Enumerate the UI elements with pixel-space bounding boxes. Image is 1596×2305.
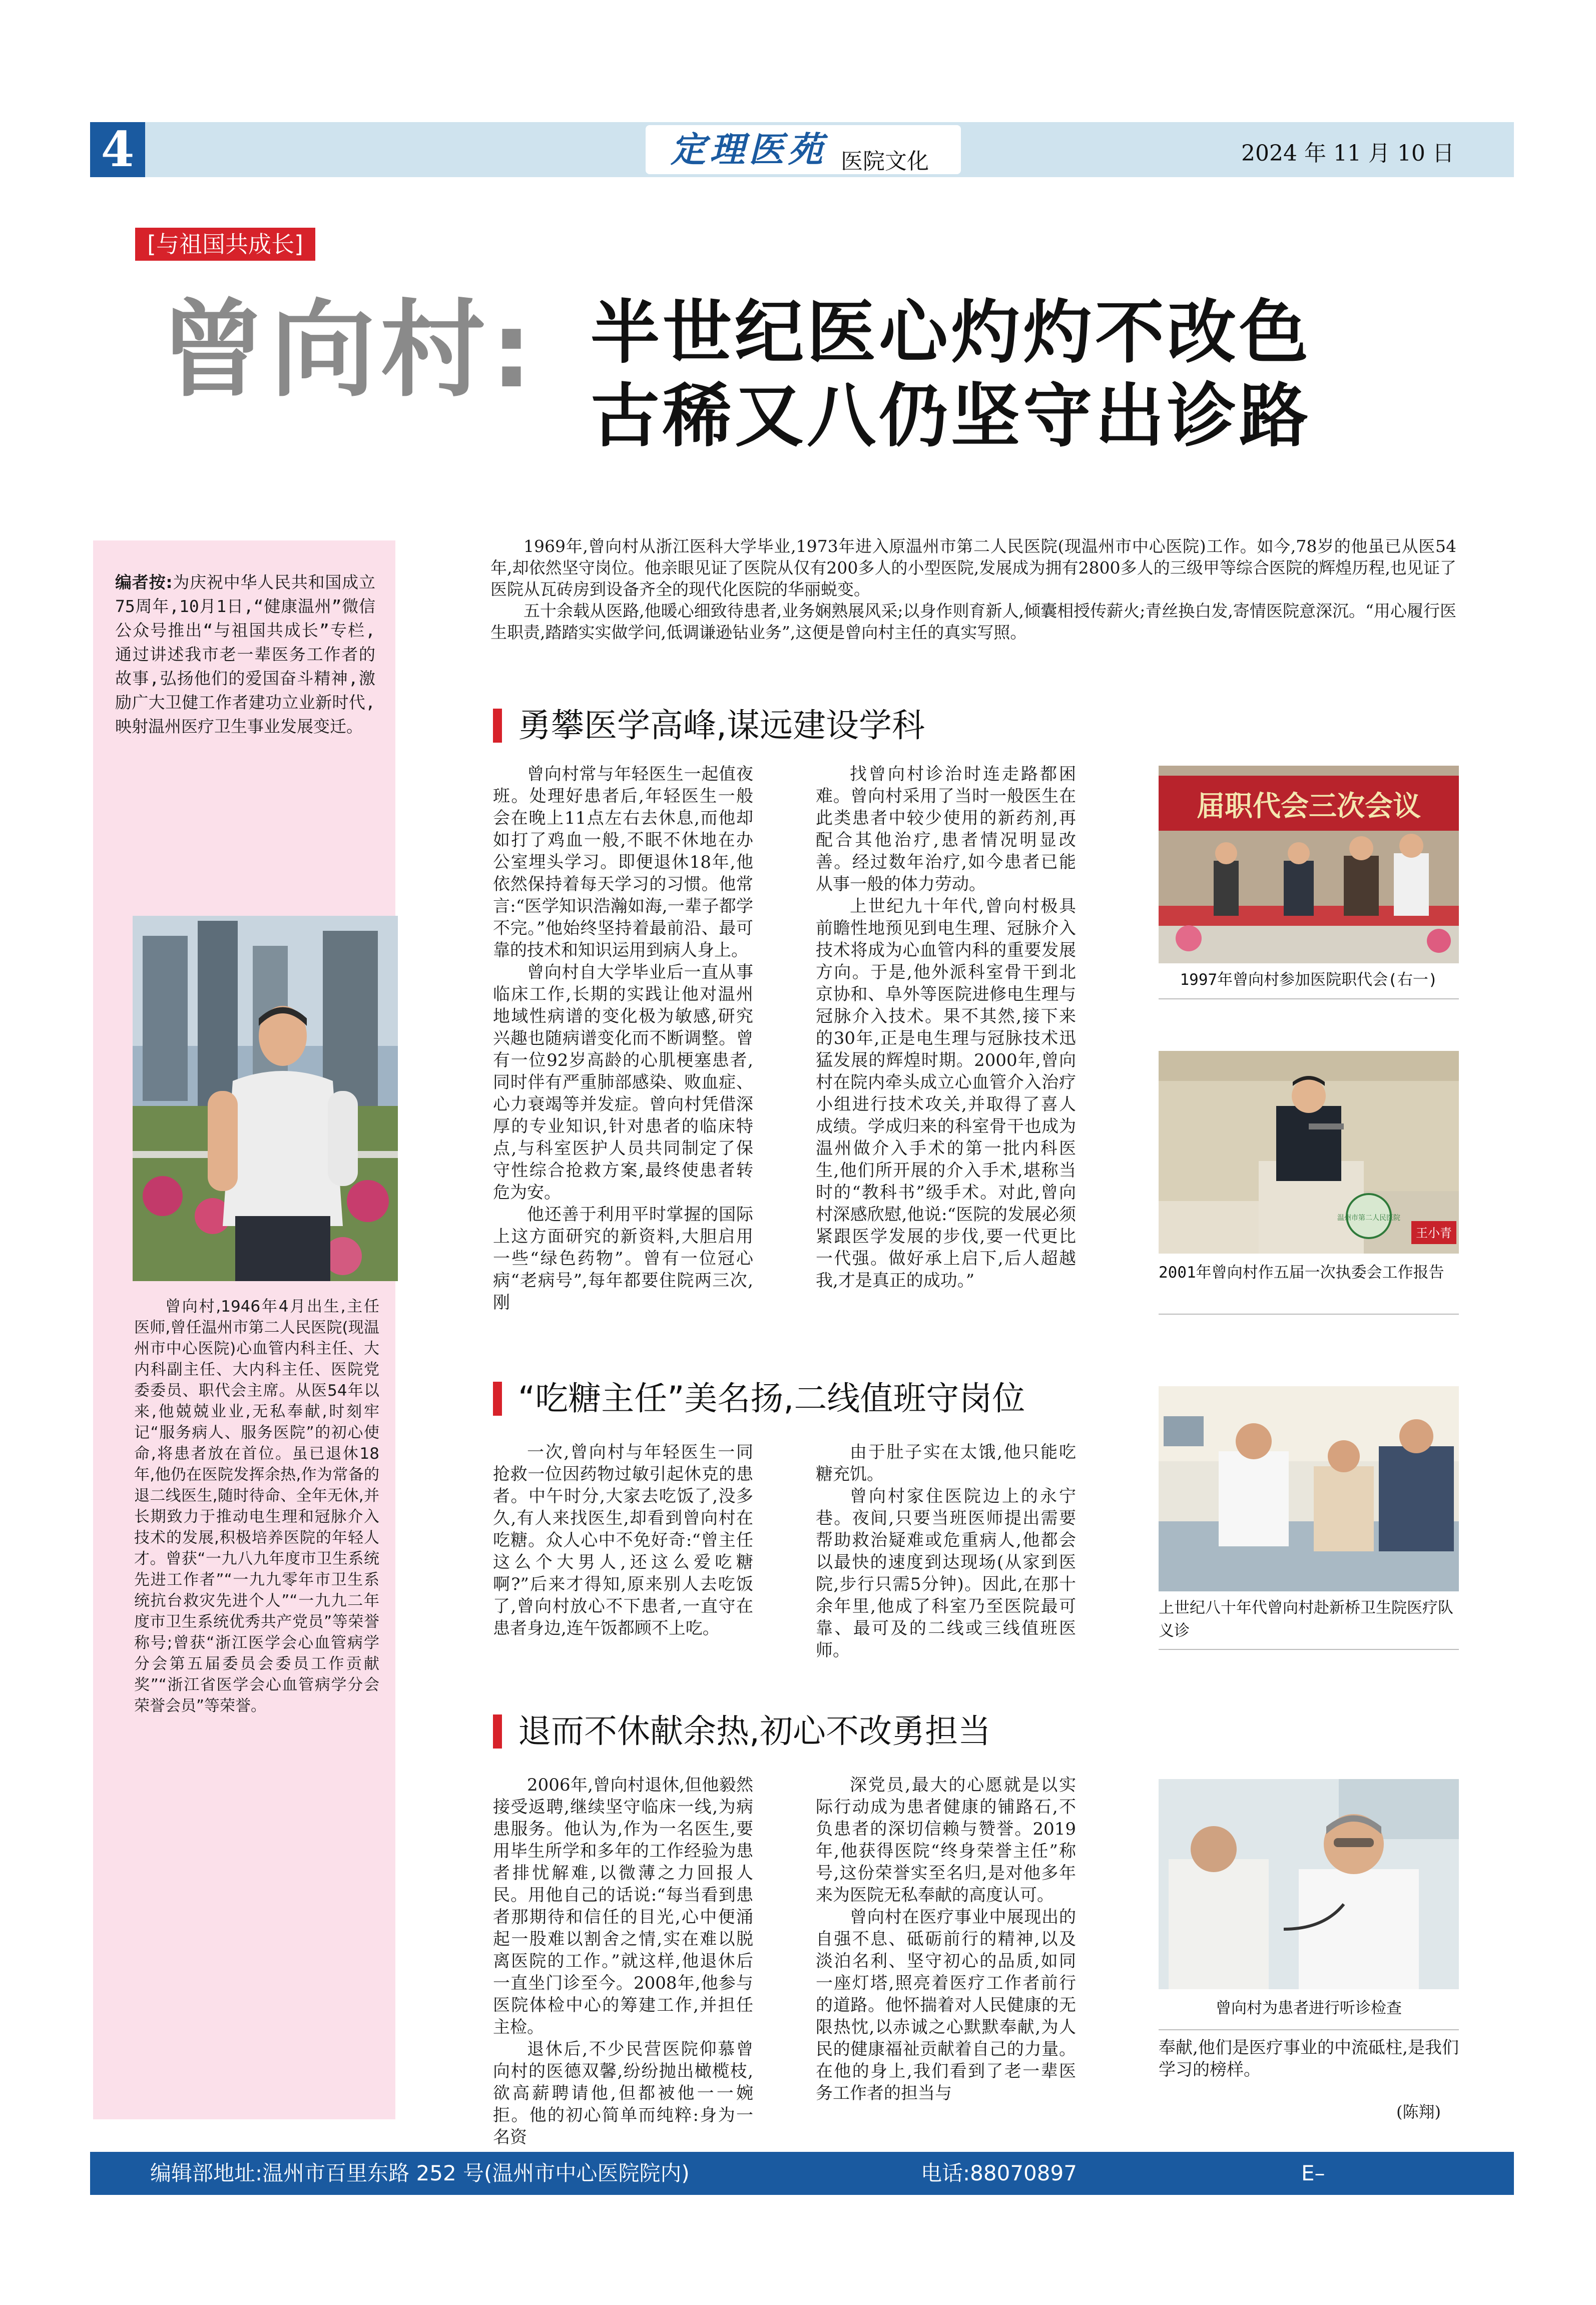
caption-4: 曾向村为患者进行听诊检查 [1216, 1999, 1402, 2017]
intro-paragraph: 1969年,曾向村从浙江医科大学毕业,1973年进入原温州市第二人民医院(现温州市中心医院)工作。如今,78岁的他虽已从医54年,却依然坚守岗位。他亲眼见证了医院从仅有200多人的小型医院,发展成为拥有2800多人的三级甲等综合医院的辉煌历程,也见证了医院从瓦砖房到设备齐全的现代化医院的华丽蜕变。 [490, 536, 1456, 599]
photo-banner-text: 届职代会三次会议 [1197, 790, 1421, 823]
footer-address: 编辑部地址:温州市百里东路 252 号(温州市中心医院院内) [150, 2161, 690, 2185]
caption-1: 1997年曾向村参加医院职代会(右一) [1180, 971, 1438, 989]
issue-date: 2024 年 11 月 10 日 [1241, 141, 1454, 166]
footer [90, 2152, 1545, 2228]
caption-divider [1159, 1649, 1459, 1650]
intro [490, 535, 1456, 643]
caption-2: 2001年曾向村作五届一次执委会工作报告 [1159, 1264, 1444, 1282]
section-heading-2: “吃糖主任”美名扬,二线值班守岗位 [493, 1379, 1025, 1419]
author-signature: (陈翔) [1396, 2102, 1441, 2121]
section-1-column-2 [816, 763, 1076, 1292]
photo-auscultation [1159, 1779, 1459, 1989]
section-heading-1: 勇攀医学高峰,谋远建设学科 [493, 706, 925, 746]
paragraph: 上世纪九十年代,曾向村极具前瞻性地预见到电生理、冠脉介入技术将成为心血管内科的重要发展方向。于是,他外派科室骨干到北京协和、阜外等医院进修电生理与冠脉介入技术。果不其然,接下来的30年,正是电生理与冠脉技术迅猛发展的辉煌时期。2000年,曾向村在院内牵头成立心血管介入治疗小组进行技术攻关,并取得了喜人成绩。学成归来的科室骨干也成为温州做介入手术的第一批内科医生,他们所开展的介入手术,堪称当时的“教科书”级手术。对此,曾向村深感欣慰,他说:“医院的发展必须紧跟医学发展的步伐,要一代更比一代强。做好承上启下,后人超越我,才是真正的成功。” [816, 896, 1076, 1291]
paragraph: 由于肚子实在太饿,他只能吃糖充饥。 [816, 1442, 1076, 1484]
editor-note-text: 为庆祝中华人民共和国成立75周年,10月1日,“健康温州”微信公众号推出“与祖国共成长”专栏,通过讲述我市老一辈医务工作者的故事,弘扬他们的爱国奋斗精神,激励广大卫健工作者建功立业新时代,映射温州医疗卫生事业发展变迁。 [115, 572, 375, 736]
column-tag: [与祖国共成长] [135, 228, 315, 261]
section-3-column-3 [1159, 2037, 1459, 2081]
caption-divider [1159, 2029, 1459, 2030]
footer-phone: 电话:88070897 [921, 2161, 1077, 2185]
section-heading-3: 退而不休献余热,初心不改勇担当 [493, 1711, 991, 1752]
photo-staff-congress-1997 [1159, 766, 1459, 963]
intro-paragraph: 五十余载从医路,他暖心细致待患者,业务娴熟展风采;以身作则育新人,倾囊相授传薪火;青丝换白发,寄情医院意深沉。“用心履行医生职责,踏踏实实做学问,低调谦逊钻业务”,这便是曾向村主任的真实写照。 [490, 601, 1456, 642]
portrait-photo [133, 916, 398, 1281]
section-name: 医院文化 [841, 149, 929, 174]
caption-3: 上世纪八十年代曾向村赴新桥卫生院医疗队义诊 [1159, 1599, 1453, 1640]
paragraph: 他还善于利用平时掌握的国际上这方面研究的新资料,大胆启用一些“绿色药物”。曾有一位冠心病“老病号”,每年都要住院两三次,刚 [493, 1205, 753, 1313]
paragraph: 曾向村常与年轻医生一起值夜班。处理好患者后,年轻医生一般会在晚上11点左右去休息,而他却如打了鸡血一般,不眠不休地在办公室埋头学习。即便退休18年,他依然保持着每天学习的习惯。他常言:“医学知识浩瀚如海,一辈子都学不完。”他始终坚持着最前沿、最可靠的技术和知识运用到病人身上。 [493, 764, 753, 960]
paragraph: 深党员,最大的心愿就是以实际行动成为患者健康的铺路石,不负患者的深切信赖与赞誉。2019年,他获得医院“终身荣誉主任”称号,这份荣誉实至名归,是对他多年来为医院无私奉献的高度认可。 [816, 1775, 1076, 1905]
photo-work-report-2001 [1159, 1051, 1459, 1254]
footer-email: E–mail:wzeyyb@126.com [1301, 2161, 1545, 2228]
photo-clinic-volunteer [1159, 1386, 1459, 1591]
paragraph: 一次,曾向村与年轻医生一同抢救一位因药物过敏引起休克的患者。中午时分,大家去吃饭了,没多久,有人来找医生,却看到曾向村在吃糖。众人心中不免好奇:“曾主任这么个大男人,还这么爱吃糖啊?”后来才得知,原来别人去吃饭了,曾向村放心不下患者,一直守在患者身边,连午饭都顾不上吃。 [493, 1442, 753, 1638]
section-2-column-2 [816, 1441, 1076, 1661]
caption-divider [1159, 998, 1459, 999]
photo-sign-text: 温州市第二人民医院 [1337, 1214, 1400, 1222]
photo-nameplate: 王小青 [1416, 1226, 1452, 1240]
section-3-column-2 [816, 1774, 1076, 2104]
section-1-column-1 [493, 763, 753, 1314]
paragraph: 2006年,曾向村退休,但他毅然接受返聘,继续坚守临床一线,为病患服务。他认为,作为一名医生,要用毕生所学和多年的工作经验为患者排忧解难,以微薄之力回报人民。用他自己的话说:“每当看到患者那期待和信任的目光,心中便涌起一股难以割舍之情,实在难以脱离医院的工作。”就这样,他退休后一直坐门诊至今。2008年,他参与医院体检中心的筹建工作,并担任主检。 [493, 1775, 753, 2037]
paragraph: 退休后,不少民营医院仰慕曾向村的医德双馨,纷纷抛出橄榄枝,欲高薪聘请他,但都被他一一婉拒。他的初心简单而纯粹:身为一名资 [493, 2039, 753, 2147]
caption-divider [1159, 1314, 1459, 1315]
paragraph: 曾向村在医疗事业中展现出的自强不息、砥砺前行的精神,以及淡泊名利、坚守初心的品质,如同一座灯塔,照亮着医疗工作者前行的道路。他怀揣着对人民健康的无限热忱,以赤诚之心默默奉献,为人民的健康福祉贡献着自己的力量。在他的身上,我们看到了老一辈医务工作者的担当与 [816, 1907, 1076, 2103]
editor-note-label: 编者按: [115, 572, 173, 592]
newspaper-logo: 定理医苑 [671, 129, 827, 170]
headline-name: 曾向村: [160, 289, 538, 411]
headline-line-1: 半世纪医心灼灼不改色 [591, 292, 1312, 373]
page-number: 4 [90, 122, 145, 177]
paragraph: 奉献,他们是医疗事业的中流砥柱,是我们学习的榜样。 [1159, 2038, 1459, 2080]
headline-line-2: 古稀又八仍坚守出诊路 [591, 376, 1312, 456]
paragraph: 找曾向村诊治时连走路都困难。曾向村采用了当时一般医生在此类患者中较少使用的新药剂,再配合其他治疗,患者情况明显改善。经过数年治疗,如今患者已能从事一般的体力劳动。 [816, 764, 1076, 894]
editor-note [115, 570, 375, 739]
section-3-column-1 [493, 1774, 753, 2148]
paragraph: 曾向村自大学毕业后一直从事临床工作,长期的实践让他对温州地域性病谱的变化极为敏感,研究兴趣也随病谱变化而不断调整。曾有一位92岁高龄的心肌梗塞患者,同时伴有严重肺部感染、败血症、心力衰竭等并发症。曾向村凭借深厚的专业知识,针对患者的临床特点,与科室医护人员共同制定了保守性综合抢救方案,最终使患者转危为安。 [493, 962, 753, 1203]
section-2-column-1 [493, 1441, 753, 1639]
paragraph: 曾向村家住医院边上的永宁巷。夜间,只要当班医师提出需要帮助救治疑难或危重病人,他都会以最快的速度到达现场(从家到医院,步行只需5分钟)。因此,在那十余年里,他成了科室乃至医院最可靠、最可及的二线或三线值班医师。 [816, 1486, 1076, 1660]
bio-text: 曾向村,1946年4月出生,主任医师,曾任温州市第二人民医院(现温州市中心医院)心血管内科主任、大内科副主任、大内科主任、医院党委委员、职代会主席。从医54年以来,他兢兢业业,无私奉献,时刻牢记“服务病人、服务医院”的初心使命,将患者放在首位。虽已退休18年,他仍在医院发挥余热,作为常备的退二线医生,随时待命、全年无休,并长期致力于推动电生理和冠脉介入技术的发展,积极培养医院的年轻人才。曾获“一九八九年度市卫生系统先进工作者”“一九九零年市卫生系统抗台救灾先进个人”“一九九二年度市卫生系统优秀共产党员”等荣誉称号;曾获“浙江医学会心血管病学分会第五届委员会委员工作贡献奖”“浙江省医学会心血管病学分会荣誉会员”等荣誉。 [134, 1298, 379, 1715]
